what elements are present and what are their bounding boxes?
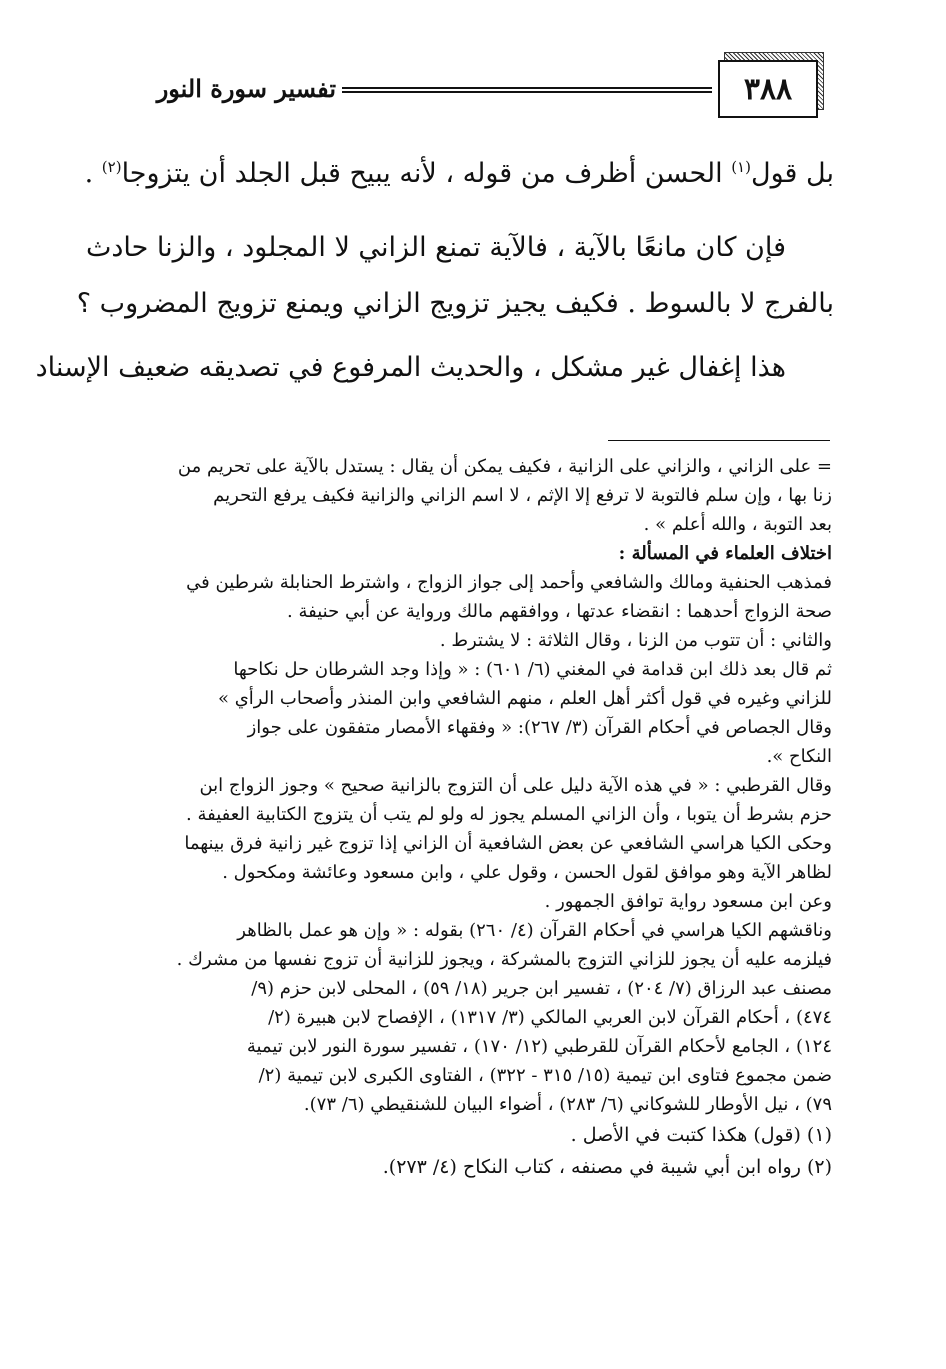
main-text-line-4: هذا إغفال غير مشكل ، والحديث المرفوع في تصديقه ضعيف الإسناد bbox=[35, 352, 786, 383]
footnote-line: النكاح ». bbox=[766, 746, 832, 767]
header-double-rule bbox=[342, 87, 712, 93]
main-text-line-1 bbox=[85, 158, 834, 189]
page-number: ٣٨٨ bbox=[718, 60, 818, 118]
main-line-1-end: . bbox=[84, 158, 102, 189]
footnote-2: (٢) رواه ابن أبي شيبة في مصنفه ، كتاب النكاح (٤/ ٢٧٣). bbox=[382, 1156, 832, 1178]
footnote-line: لظاهر الآية وهو موافق لقول الحسن ، وقول علي ، وابن مسعود وعائشة ومكحول . bbox=[222, 862, 832, 883]
footnote-line: زنا بها ، وإن سلم فالتوبة لا ترفع إلا الإثم ، لا اسم الزاني والزانية فكيف يرفع التحريم bbox=[213, 485, 832, 506]
footnote-line: وعن ابن مسعود رواية توافق الجمهور . bbox=[544, 891, 832, 912]
footnote-line: ضمن مجموع فتاوى ابن تيمية (١٥/ ٣١٥ - ٣٢٢) ، الفتاوى الكبرى لابن تيمية (٢/ bbox=[258, 1065, 832, 1086]
footnote-line: بعد التوبة ، والله أعلم » . bbox=[643, 514, 832, 535]
footnote-1: (١) (قول) هكذا كتبت في الأصل . bbox=[570, 1124, 832, 1146]
footnote-line: صحة الزواج أحدهما : انقضاء عدتها ، ووافقهم مالك ورواية عن أبي حنيفة . bbox=[287, 601, 832, 622]
footnote-marker-2: (٢) bbox=[101, 158, 122, 176]
footnote-separator bbox=[608, 440, 830, 441]
footnote-line: وحكى الكيا هراسي الشافعي عن بعض الشافعية أن الزاني إذا تزوج غير زانية فرق بينهما bbox=[184, 833, 832, 854]
main-line-1-middle: الحسن أظرف من قوله ، لأنه يبيح قبل الجلد أن يتزوجا bbox=[121, 158, 732, 189]
footnote-line: ٧٩) ، نيل الأوطار للشوكاني (٦/ ٢٨٣) ، أضواء البيان للشنقيطي (٦/ ٧٣). bbox=[303, 1094, 832, 1115]
footnote-line: ١٢٤) ، الجامع لأحكام القرآن للقرطبي (١٢/ ١٧٠) ، تفسير سورة النور لابن تيمية bbox=[246, 1036, 832, 1057]
footnote-line: وناقشهم الكيا هراسي في أحكام القرآن (٤/ ٢٦٠) بقوله : « وإن هو عمل بالظاهر bbox=[237, 920, 832, 941]
footnote-marker-1: (١) bbox=[731, 158, 751, 176]
footnote-line: وقال الجصاص في أحكام القرآن (٣/ ٢٦٧): « وفقهاء الأمصار متفقون على جواز bbox=[247, 717, 832, 738]
footnote-line: والثاني : أن تتوب من الزنا ، وقال الثلاثة : لا يشترط . bbox=[439, 630, 832, 651]
footnote-line: حزم بشرط أن يتوبا ، وأن الزاني المسلم يجوز له ولو لم يتب أن يتزوج الكتابية العفيفة . bbox=[186, 804, 832, 825]
footnote-continuation bbox=[96, 452, 832, 1119]
footnote-heading: اختلاف العلماء في المسألة : bbox=[618, 543, 832, 564]
footnote-line: فيلزمه عليه أن يجوز للزاني التزوج بالمشركة ، ويجوز للزانية أن تزوج نفسها من مشرك . bbox=[176, 949, 832, 970]
footnote-line: = على الزاني ، والزاني على الزانية ، فكيف يمكن أن يقال : يستدل بالآية على تحريم من bbox=[177, 456, 832, 477]
footnote-line: ٤٧٤) ، أحكام القرآن لابن العربي المالكي (٣/ ١٣١٧) ، الإفصاح لابن هبيرة (٢/ bbox=[268, 1007, 832, 1028]
footnote-line: مصنف عبد الرزاق (٧/ ٢٠٤) ، تفسير ابن جرير (١٨/ ٥٩) ، المحلى لابن حزم (٩/ bbox=[251, 978, 832, 999]
footnote-line: ثم قال بعد ذلك ابن قدامة في المغني (٦/ ٦٠١) : « وإذا وجد الشرطان حل نكاحها bbox=[233, 659, 832, 680]
footnote-line: وقال القرطبي : « في هذه الآية دليل على أن التزوج بالزانية صحيح » وجوز الزواج ابن bbox=[199, 775, 832, 796]
footnotes bbox=[96, 452, 832, 1183]
running-title: تفسير سورة النور bbox=[156, 74, 336, 103]
main-text-line-2: فإن كان مانعًا بالآية ، فالآية تمنع الزاني لا المجلود ، والزنا حادث bbox=[85, 232, 786, 263]
main-line-1-start: بل قول bbox=[750, 158, 834, 189]
footnote-line: فمذهب الحنفية ومالك والشافعي وأحمد إلى جواز الزواج ، واشترط الحنابلة شرطين في bbox=[186, 572, 832, 593]
main-text-line-3: بالفرج لا بالسوط . فكيف يجيز تزويج الزاني ويمنع تزويج المضروب ؟ bbox=[76, 288, 834, 319]
footnote-line: للزاني وغيره في قول أكثر أهل العلم ، منهم الشافعي وابن المنذر وأصحاب الرأي » bbox=[217, 688, 832, 709]
